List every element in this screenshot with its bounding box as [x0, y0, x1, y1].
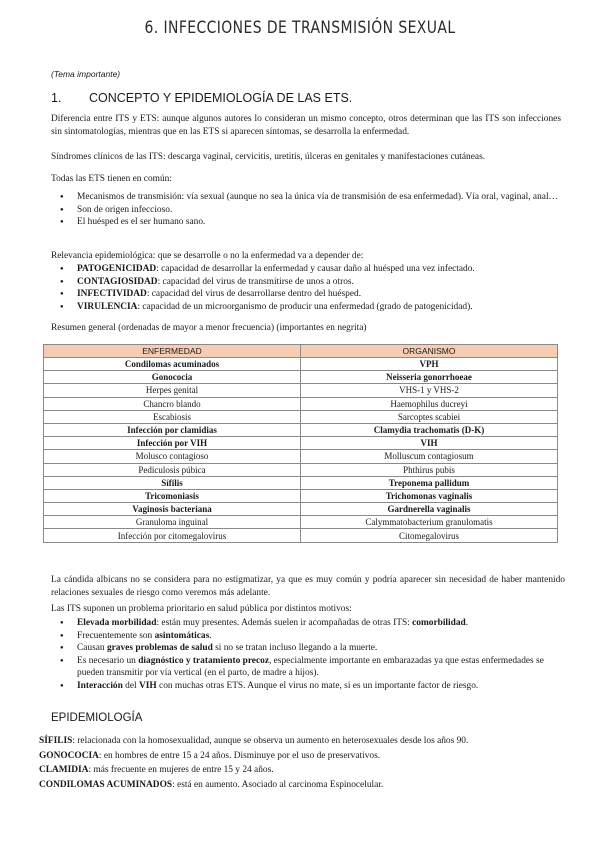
- disease-cell: Herpes genital: [44, 384, 301, 397]
- organism-cell: Citomegalovirus: [301, 529, 558, 542]
- list-item: [39, 763, 569, 778]
- list-item: [51, 288, 571, 301]
- table-body: [44, 358, 558, 543]
- table-row: [44, 489, 558, 502]
- term: CLAMIDIA: [39, 765, 89, 776]
- list-item: [51, 630, 569, 643]
- list-item: ● Mecanismos de transmisión: vía sexual (aunque no sea la única vía de transmisión de esa enfermedad). Vía oral, vaginal, anal…: [51, 191, 571, 204]
- highlight: VIH: [138, 680, 157, 691]
- definition: : capacidad de un microorganismo de producir una enfermedad (grado de patogenicidad).: [137, 301, 473, 312]
- highlight: diagnóstico y tratamiento precoz: [138, 655, 269, 666]
- intro-paragraph: Diferencia entre ITS y ETS: aunque algunos autores lo consideran un mismo concepto, otros determinan que las ITS son infecciones sin sintomatologías, mientras que en las ETS si aparecen síntomas, se desarrolla la enfermedad.: [51, 114, 561, 137]
- section-number: 1.: [51, 91, 62, 105]
- organism-cell: VIH: [301, 437, 558, 450]
- section-heading: [51, 91, 352, 105]
- ets-table: [43, 344, 558, 543]
- table-row: [44, 529, 558, 542]
- organism-cell: Clamydia trachomatis (D-K): [301, 423, 558, 436]
- text: si no se tratan incluso llegando a la muerte.: [212, 643, 378, 653]
- disease-cell: Vaginosis bacteriana: [44, 503, 301, 516]
- disease-cell: Molusco contagioso: [44, 450, 301, 463]
- importance-note: (Tema importante): [51, 69, 121, 79]
- list-item: ● Son de origen infeccioso.: [51, 204, 571, 217]
- highlight: asintomáticas: [154, 630, 210, 641]
- highlight: Interacción: [77, 680, 123, 691]
- table-row: [44, 516, 558, 529]
- page-title: 6. INFECCIONES DE TRANSMISIÓN SEXUAL: [144, 18, 456, 38]
- organism-cell: Haemophilus ducreyi: [301, 397, 558, 410]
- syndromes-paragraph: Síndromes clínicos de las ITS: descarga vaginal, cervicitis, uretitis, úlceras en genitales y manifestaciones cutáneas.: [51, 152, 486, 162]
- text: : están muy presentes. Además suelen ir acompañadas de otras ITS:: [156, 618, 413, 628]
- definition: : relacionada con la homosexualidad, aunque se observa un aumento en heterosexuales desde los años 90.: [72, 736, 469, 746]
- term: VIRULENCIA: [77, 301, 138, 312]
- list-item: [39, 749, 569, 764]
- summary-lead: Resumen general (ordenadas de mayor a menor frecuencia) (importantes en negrita): [51, 323, 367, 333]
- highlight: comorbilidad: [412, 618, 466, 628]
- text: Causan: [77, 643, 107, 653]
- list-item: [51, 642, 569, 655]
- disease-cell: Pediculosis púbica: [44, 463, 301, 476]
- disease-cell: Infección por clamidias: [44, 423, 301, 436]
- table-row: [44, 358, 558, 371]
- organism-cell: Neisseria gonorrhoeae: [301, 371, 558, 384]
- definition: : en hombres de entre 15 a 24 años. Disminuye por el uso de preservativos.: [98, 750, 381, 761]
- organism-cell: Molluscum contagiosum: [301, 450, 558, 463]
- text: Frecuentemente son: [77, 630, 155, 641]
- term: INFECTIVIDAD: [77, 289, 147, 299]
- organism-cell: Trichomonas vaginalis: [301, 489, 558, 502]
- column-header-disease: ENFERMEDAD: [44, 345, 301, 358]
- organism-cell: VHS-1 y VHS-2: [301, 384, 558, 397]
- common-lead: Todas las ETS tienen en común:: [51, 174, 172, 184]
- text: con muchas otras ETS. Aunque el virus no mate, si es un importante factor de riesgo.: [156, 680, 479, 691]
- term: CONTAGIOSIDAD: [77, 276, 158, 287]
- disease-cell: Sífilis: [44, 476, 301, 489]
- list-item: [51, 655, 569, 680]
- definition: : capacidad de desarrollar la enfermedad y causar daño al huésped una vez infectado.: [156, 264, 475, 274]
- table-row: [44, 423, 558, 436]
- list-item: ● El huésped es el ser humano sano.: [51, 216, 571, 229]
- table-row: [44, 476, 558, 489]
- table-row: [44, 450, 558, 463]
- relevance-lead: Relevancia epidemiológica: que se desarrolle o no la enfermedad va a depender de:: [51, 251, 364, 261]
- highlight: Elevada morbilidad: [77, 618, 157, 628]
- list-item: [51, 301, 571, 314]
- relevance-list: [51, 263, 571, 313]
- disease-cell: Escabiosis: [44, 410, 301, 423]
- table-row: [44, 397, 558, 410]
- table-row: [44, 503, 558, 516]
- definition: : está en aumento. Asociado al carcinoma Espinocelular.: [172, 779, 384, 790]
- organism-cell: Sarcoptes scabiei: [301, 410, 558, 423]
- list-item: [51, 617, 569, 630]
- table-row: [44, 371, 558, 384]
- table-row: [44, 437, 558, 450]
- text: , especialmente importante en embarazadas ya que estas enfermedades se pueden transmitir por vía vertical (en el parto, de madre a hijos).: [77, 655, 544, 678]
- definition: : capacidad del virus de desarrollarse dentro del huésped.: [146, 289, 362, 299]
- epidemiology-list: [39, 734, 569, 792]
- candida-paragraph: La cándida albicans no se considera para no estigmatizar, ya que es muy común y podría aparecer sin necesidad de haber mantenido relaciones sexuales de riesgo como veremos más adelante.: [51, 575, 565, 598]
- priority-lead: Las ITS suponen un problema prioritario en salud pública por distintos motivos:: [51, 604, 352, 614]
- column-header-organism: ORGANISMO: [301, 345, 558, 358]
- organism-cell: VPH: [301, 358, 558, 371]
- list-item: [39, 734, 569, 749]
- term: CONDILOMAS ACUMINADOS: [39, 779, 173, 790]
- text: .: [465, 618, 469, 628]
- table-row: [44, 384, 558, 397]
- disease-cell: Chancro blando: [44, 397, 301, 410]
- epidemiology-heading: EPIDEMIOLOGÍA: [51, 712, 143, 724]
- definition: : capacidad del virus de transmitirse de unos a otros.: [157, 276, 354, 287]
- term: SÍFILIS: [39, 736, 73, 746]
- disease-cell: Gonococia: [44, 371, 301, 384]
- organism-cell: Treponema pallidum: [301, 476, 558, 489]
- list-item: [51, 263, 571, 276]
- list-item: [39, 778, 569, 793]
- term: GONOCOCIA: [39, 750, 99, 761]
- table-row: [44, 463, 558, 476]
- organism-cell: Gardnerella vaginalis: [301, 503, 558, 516]
- table-row: [44, 410, 558, 423]
- disease-cell: Granuloma inguinal: [44, 516, 301, 529]
- table-header-row: [44, 345, 558, 358]
- list-item: [51, 276, 571, 289]
- highlight: graves problemas de salud: [106, 643, 213, 653]
- disease-cell: Infección por VIH: [44, 437, 301, 450]
- text: .: [209, 630, 212, 641]
- organism-cell: Calymmatobacterium granulomatis: [301, 516, 558, 529]
- priority-list: [51, 617, 569, 692]
- section-title: CONCEPTO Y EPIDEMIOLOGÍA DE LAS ETS.: [89, 91, 353, 105]
- definition: : más frecuente en mujeres de entre 15 y 24 años.: [88, 765, 274, 776]
- disease-cell: Infección por citomegalovirus: [44, 529, 301, 542]
- disease-cell: Tricomoniasis: [44, 489, 301, 502]
- text: Es necesario un: [77, 655, 139, 666]
- organism-cell: Phthirus pubis: [301, 463, 558, 476]
- disease-cell: Condilomas acuminados: [44, 358, 301, 371]
- term: PATOGENICIDAD: [77, 264, 157, 274]
- text: del: [122, 680, 139, 691]
- common-list: [51, 191, 571, 229]
- list-item: [51, 680, 569, 693]
